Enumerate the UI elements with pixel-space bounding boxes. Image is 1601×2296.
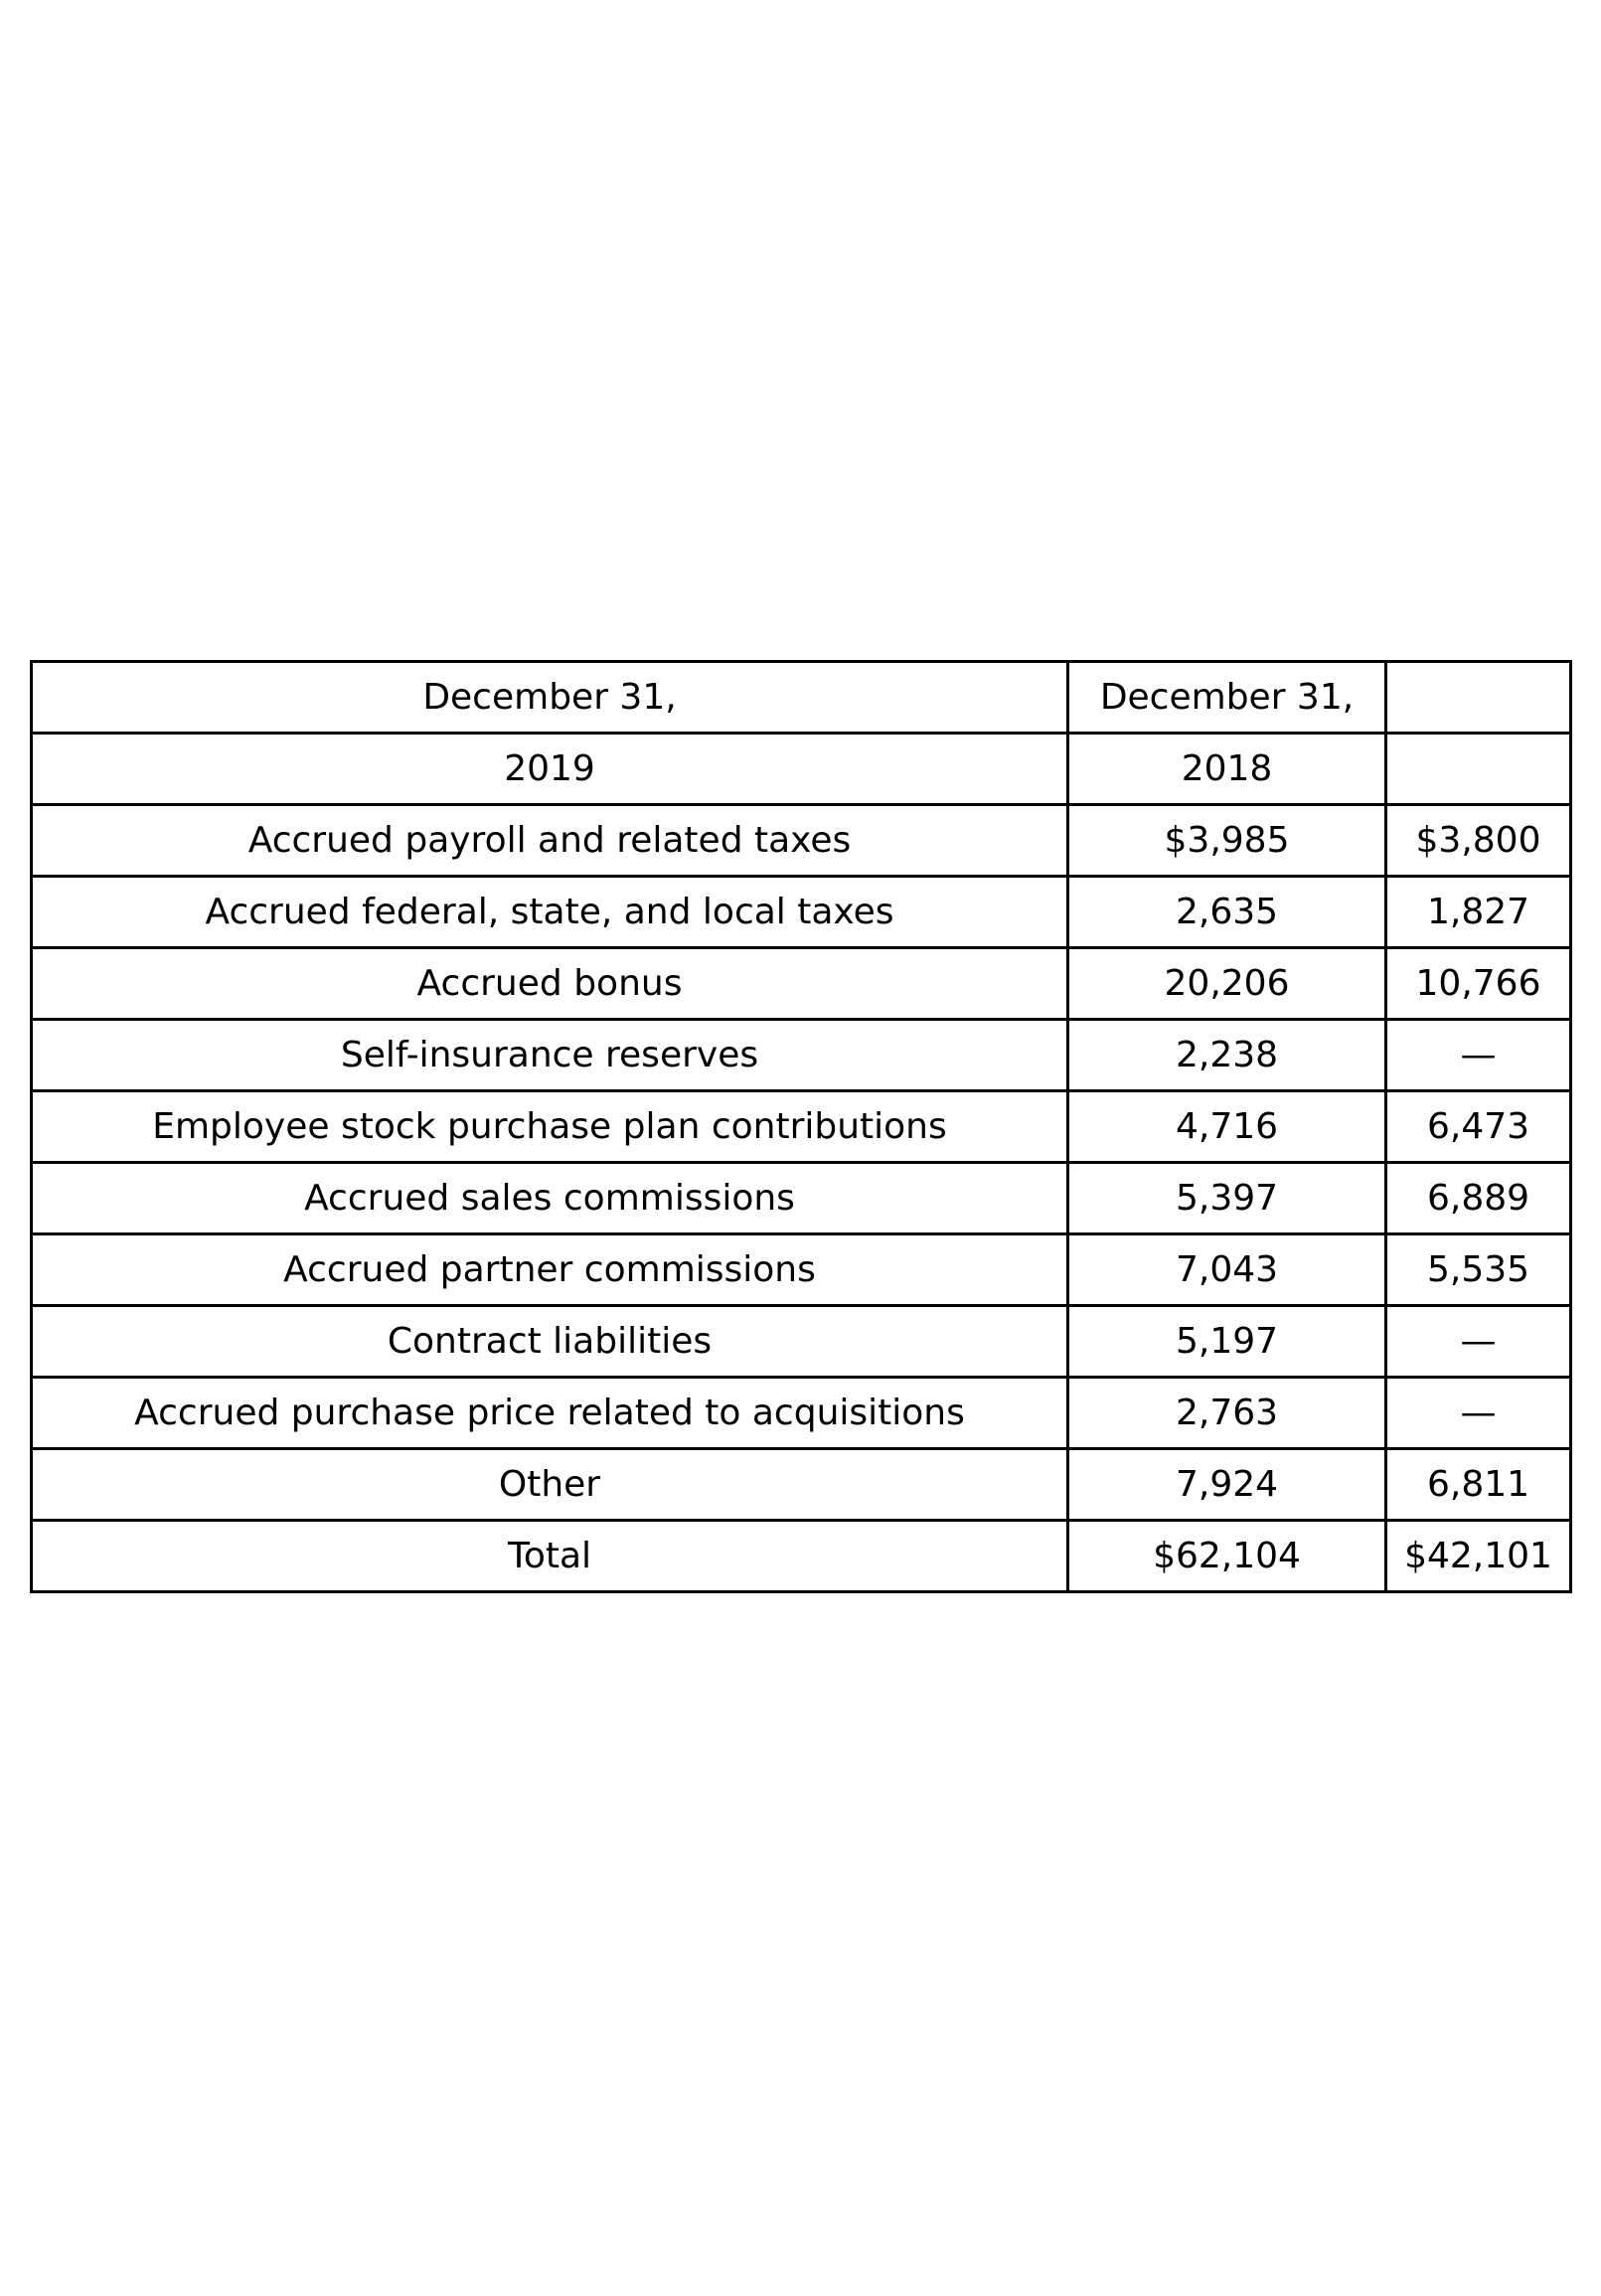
table-row — [32, 1378, 1571, 1449]
value-2019: $62,104 — [1068, 1521, 1386, 1592]
table-row — [32, 1163, 1571, 1234]
row-label: Total — [32, 1521, 1068, 1592]
row-label: Contract liabilities — [32, 1306, 1068, 1378]
table-row — [32, 1449, 1571, 1521]
header-row — [32, 734, 1571, 805]
value-2018: 10,766 — [1386, 948, 1571, 1020]
value-2018: 6,889 — [1386, 1163, 1571, 1234]
row-label: Accrued partner commissions — [32, 1234, 1068, 1306]
table-row — [32, 1020, 1571, 1091]
row-label: Other — [32, 1449, 1068, 1521]
value-2018: — — [1386, 1306, 1571, 1378]
header-row — [32, 662, 1571, 734]
header-cell: 2018 — [1068, 734, 1386, 805]
value-2018: — — [1386, 1378, 1571, 1449]
value-2019: 5,397 — [1068, 1163, 1386, 1234]
value-2018: 6,811 — [1386, 1449, 1571, 1521]
header-cell — [1386, 734, 1571, 805]
total-row — [32, 1521, 1571, 1592]
row-label: Accrued bonus — [32, 948, 1068, 1020]
value-2018: $3,800 — [1386, 805, 1571, 877]
table-row — [32, 1306, 1571, 1378]
header-cell — [1386, 662, 1571, 734]
header-cell: 2019 — [32, 734, 1068, 805]
table-row — [32, 948, 1571, 1020]
row-label: Employee stock purchase plan contributions — [32, 1091, 1068, 1163]
value-2018: 5,535 — [1386, 1234, 1571, 1306]
value-2018: $42,101 — [1386, 1521, 1571, 1592]
value-2019: 2,763 — [1068, 1378, 1386, 1449]
row-label: Accrued federal, state, and local taxes — [32, 877, 1068, 948]
row-label: Accrued payroll and related taxes — [32, 805, 1068, 877]
accrued-liabilities-table — [30, 660, 1572, 1593]
value-2019: $3,985 — [1068, 805, 1386, 877]
row-label: Self-insurance reserves — [32, 1020, 1068, 1091]
header-cell: December 31, — [1068, 662, 1386, 734]
value-2019: 2,238 — [1068, 1020, 1386, 1091]
value-2018: 1,827 — [1386, 877, 1571, 948]
table-row — [32, 1091, 1571, 1163]
value-2019: 4,716 — [1068, 1091, 1386, 1163]
table-row — [32, 1234, 1571, 1306]
value-2019: 20,206 — [1068, 948, 1386, 1020]
row-label: Accrued purchase price related to acquisitions — [32, 1378, 1068, 1449]
value-2019: 7,043 — [1068, 1234, 1386, 1306]
row-label: Accrued sales commissions — [32, 1163, 1068, 1234]
table-row — [32, 805, 1571, 877]
value-2019: 2,635 — [1068, 877, 1386, 948]
header-cell: December 31, — [32, 662, 1068, 734]
value-2019: 7,924 — [1068, 1449, 1386, 1521]
value-2018: 6,473 — [1386, 1091, 1571, 1163]
table-row — [32, 877, 1571, 948]
value-2019: 5,197 — [1068, 1306, 1386, 1378]
value-2018: — — [1386, 1020, 1571, 1091]
